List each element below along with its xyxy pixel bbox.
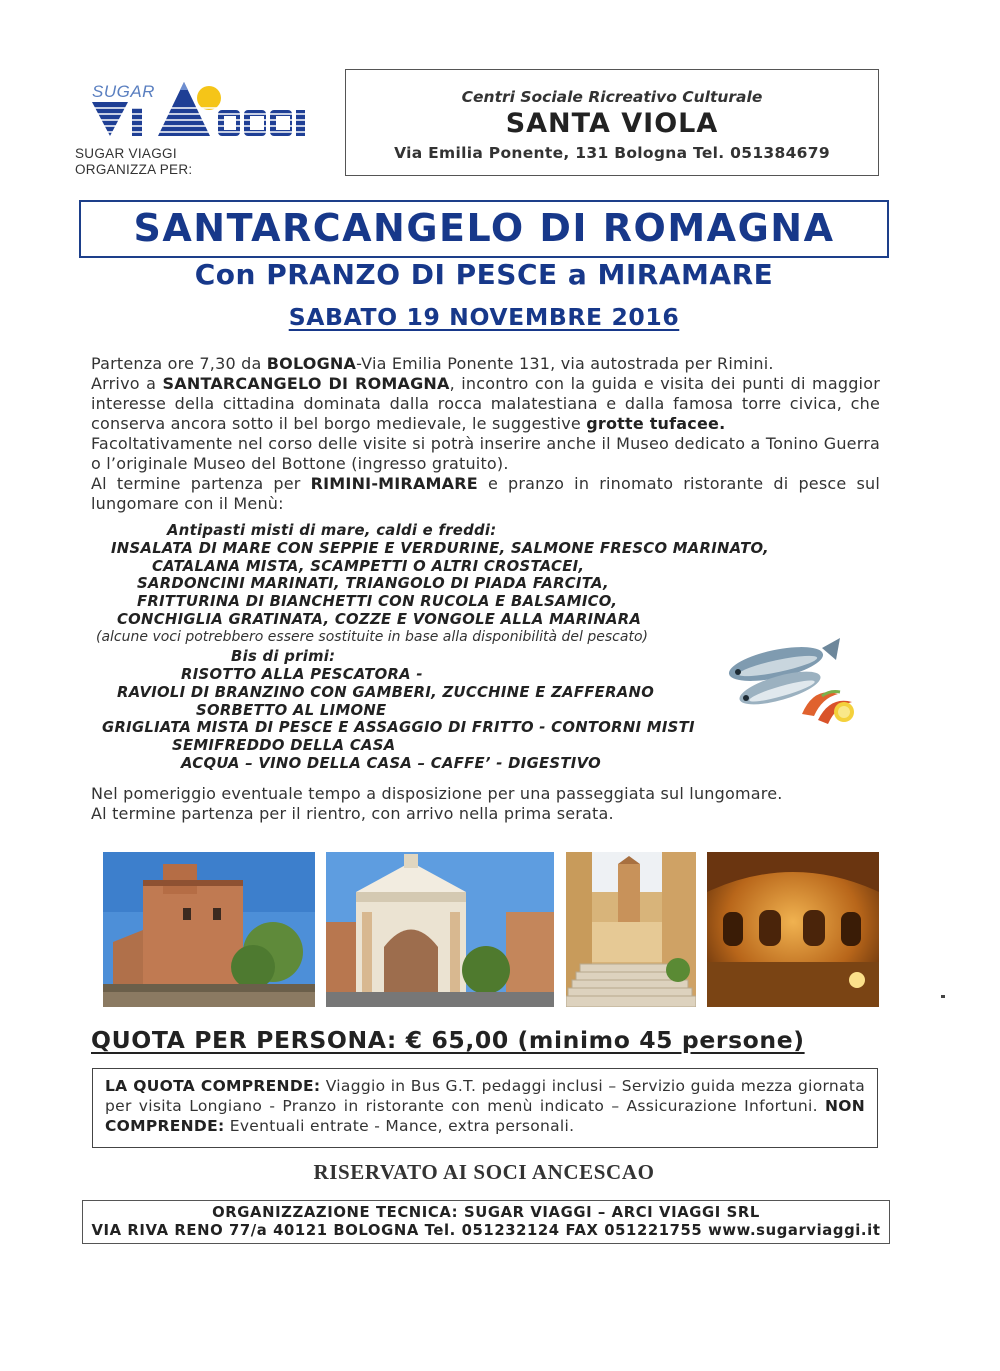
text: , incontro con la guida e visita dei punti di maggior interesse della cittadina dominata dalla rocca malatestiana e dalla famosa torre civica, che conserva ancora sotto il bel borgo medievale, le suggestive [91,374,880,433]
fish-illustration [718,636,866,728]
itinerary-arrival [91,374,880,434]
menu-line: CONCHIGLIA GRATINATA, COZZE E VONGOLE ALLA MARINARA [117,611,642,628]
itinerary [91,354,880,514]
club-name: SANTA VIOLA [505,108,719,139]
menu-line: Bis di primi: [231,648,336,665]
menu-line: RISOTTO ALLA PESCATORA - [181,666,423,683]
text-bold: SANTARCANGELO DI ROMAGNA [162,374,450,393]
menu-line: ACQUA – VINO DELLA CASA – CAFFE’ - DIGESTIVO [181,755,601,772]
club-type: Centri Sociale Ricreativo Culturale [461,88,763,106]
itinerary-departure [91,354,880,374]
menu-line: SORBETTO AL LIMONE [196,702,387,719]
text: -Via Emilia Ponente 131, via autostrada per Rimini. [356,354,774,373]
menu-line: RAVIOLI DI BRANZINO CON GAMBERI, ZUCCHINE E ZAFFERANO [117,684,655,701]
organizer-line1: ORGANIZZAZIONE TECNICA: SUGAR VIAGGI – ARCI VIAGGI SRL [212,1204,760,1221]
includes-value: Viaggio in Bus G.T. pedaggi inclusi – Servizio guida mezza giornata per visita Longiano - Pranzo in ristorante con menù indicato – Assicurazione Infortuni. [105,1077,866,1115]
organizer-line2: VIA RIVA RENO 77/a 40121 BOLOGNA Tel. 051232124 FAX 051221755 www.sugarviaggi.it [91,1222,881,1239]
price-text: QUOTA PER PERSONA: € 65,00 (minimo 45 persone) [91,1026,805,1054]
text-bold: BOLOGNA [266,354,357,373]
afternoon-text [91,784,880,824]
text: e pranzo in rinomato ristorante di pesce sul lungomare con il Menù: [91,474,880,513]
text: Partenza ore 7,30 da [91,354,267,373]
sugar-viaggi-logo [88,78,310,144]
menu-line: FRITTURINA DI BIANCHETTI CON RUCOLA E BALSAMICO, [137,593,618,610]
price-per-person [91,1026,805,1054]
castle-photo [103,852,315,1007]
menu-line: Antipasti misti di mare, caldi e freddi: [167,522,497,539]
logo-caption-line2: ORGANIZZA PER: [75,162,193,177]
arch-photo [326,852,554,1007]
includes-label: LA QUOTA COMPRENDE: [105,1077,321,1095]
menu-line: CATALANA MISTA, SCAMPETTI O ALTRI CROSTACEI, [152,558,585,575]
event-date-text: SABATO 19 NOVEMBRE 2016 [288,303,680,331]
scan-speck [941,995,945,998]
menu-line: SARDONCINI MARINATI, TRIANGOLO DI PIADA FARCITA, [137,575,609,592]
page-title: SANTARCANGELO DI ROMAGNA [133,206,835,250]
cave-photo [707,852,879,1007]
itinerary-lunch [91,474,880,514]
reserved-note: RISERVATO AI SOCI ANCESCAO [313,1160,655,1184]
excludes-label: NON COMPRENDE: [105,1097,865,1135]
afternoon-line2: Al termine partenza per il rientro, con arrivo nella prima serata. [91,804,614,823]
text: Arrivo a [91,374,163,393]
logo-caption-line1: SUGAR VIAGGI [75,146,177,161]
text: Al termine partenza per [91,474,311,493]
itinerary-optional: Facoltativamente nel corso delle visite si potrà inserire anche il Museo dedicato a Tonino Guerra o l’originale Museo del Bottone (ingresso gratuito). [91,434,880,473]
text-bold: RIMINI-MIRAMARE [310,474,478,493]
text-bold: grotte tufacee. [586,414,726,433]
menu-line: INSALATA DI MARE CON SEPPIE E VERDURINE, SALMONE FRESCO MARINATO, [111,540,769,557]
street-photo [566,852,696,1007]
logo-brand-top: SUGAR [92,82,155,101]
includes-text [105,1076,865,1136]
excludes-value: Eventuali entrate - Mance, extra personali. [224,1117,575,1135]
club-address: Via Emilia Ponente, 131 Bologna Tel. 051384679 [394,144,830,162]
afternoon-line1: Nel pomeriggio eventuale tempo a disposizione per una passeggiata sul lungomare. [91,784,783,803]
menu-line: GRIGLIATA MISTA DI PESCE E ASSAGGIO DI FRITTO - CONTORNI MISTI [102,719,695,736]
menu-line: SEMIFREDDO DELLA CASA [172,737,396,754]
page-subtitle: Con PRANZO DI PESCE a MIRAMARE [194,258,774,291]
menu-note: (alcune voci potrebbero essere sostituite in base alla disponibilità del pescato) [96,629,648,645]
event-date [79,303,889,331]
